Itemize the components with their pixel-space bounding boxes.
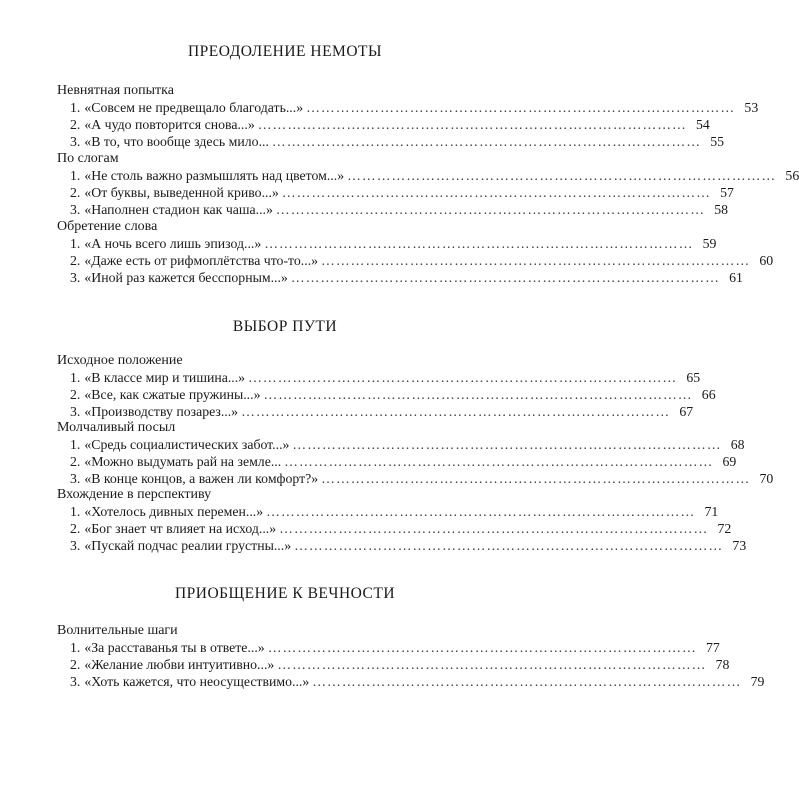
toc-entry <box>57 503 719 520</box>
entry-number: 3. <box>70 404 81 419</box>
entry-title: «В конце концов, а важен ли комфорт?» <box>84 471 319 486</box>
entry-title: «Желание любви интуитивно...» <box>84 657 275 672</box>
dot-leader: …………………………………………………………………………… <box>312 674 742 689</box>
toc-group <box>57 622 765 690</box>
toc-entry <box>57 537 747 554</box>
entry-title: «Производству позарез...» <box>84 404 239 419</box>
entry-page-number: 69 <box>722 454 737 469</box>
group-heading: Волнительные шаги <box>57 623 178 638</box>
entry-title: «В то, что вообще здесь мило... <box>84 134 269 149</box>
entry-page-number: 67 <box>679 404 694 419</box>
entry-number: 2. <box>70 454 81 469</box>
entry-page-number: 70 <box>759 471 774 486</box>
group-heading: Вхождение в перспективу <box>57 487 212 502</box>
entry-title: «Средь социалистических забот...» <box>84 437 290 452</box>
toc-entry <box>57 269 743 286</box>
entry-title: «Пускай подчас реалии грустны...» <box>84 538 292 553</box>
toc-entry <box>57 116 710 133</box>
entry-number: 3. <box>70 134 81 149</box>
entry-title: «Не столь важно размышлять над цветом...» <box>84 168 345 183</box>
group-heading: Обретение слова <box>57 219 158 234</box>
entry-page-number: 77 <box>706 640 720 655</box>
entry-number: 3. <box>70 202 81 217</box>
entry-page-number: 53 <box>744 100 759 115</box>
dot-leader: …………………………………………………………………………… <box>294 538 724 553</box>
entry-number: 1. <box>70 168 81 183</box>
section-title: ПРИОБЩЕНИЕ К ВЕЧНОСТИ <box>174 585 396 602</box>
dot-leader: …………………………………………………………………………… <box>266 504 696 519</box>
entry-title: «От буквы, выведенной криво...» <box>84 185 279 200</box>
toc-entry <box>57 201 729 218</box>
dot-leader: …………………………………………………………………………… <box>264 236 694 251</box>
entry-page-number: 61 <box>729 270 743 285</box>
toc-entry <box>57 453 737 470</box>
entry-page-number: 71 <box>704 504 719 519</box>
dot-leader: …………………………………………………………………………… <box>248 370 678 385</box>
entry-title: «Наполнен стадион как чаша...» <box>84 202 273 217</box>
toc-entry <box>57 99 759 116</box>
toc-entry <box>57 436 745 453</box>
dot-leader: …………………………………………………………………………… <box>267 640 697 655</box>
toc-group <box>57 486 747 554</box>
entry-title: «Бог знает чт влияет на исход...» <box>84 521 277 536</box>
entry-title: «А чудо повторится снова...» <box>84 117 255 132</box>
toc-entry <box>57 133 725 150</box>
entry-title: «За расставанья ты в ответе...» <box>84 640 265 655</box>
dot-leader: …………………………………………………………………………… <box>281 185 711 200</box>
entry-number: 2. <box>70 521 81 536</box>
toc-entry <box>57 520 732 537</box>
entry-title: «Хотелось дивных перемен...» <box>84 504 264 519</box>
dot-leader: …………………………………………………………………………… <box>306 100 736 115</box>
entry-number: 3. <box>70 471 81 486</box>
entry-title: «Все, как сжатые пружины...» <box>84 387 261 402</box>
toc-entry <box>57 167 799 184</box>
entry-number: 1. <box>70 236 81 251</box>
entry-number: 1. <box>70 504 81 519</box>
entry-page-number: 57 <box>720 185 734 200</box>
dot-leader: …………………………………………………………………………… <box>271 134 702 149</box>
entry-number: 2. <box>70 185 81 200</box>
toc-entry <box>57 656 730 673</box>
entry-title: «В классе мир и тишина...» <box>84 370 246 385</box>
toc-entry <box>57 386 716 403</box>
toc-group <box>57 150 799 218</box>
toc-entry <box>57 252 774 269</box>
entry-number: 1. <box>70 370 81 385</box>
dot-leader: …………………………………………………………………………… <box>257 117 687 132</box>
entry-number: 2. <box>70 387 81 402</box>
dot-leader: …………………………………………………………………………… <box>292 437 722 452</box>
entry-title: «Иной раз кажется бесспорным...» <box>84 270 288 285</box>
section-title: ПРЕОДОЛЕНИЕ НЕМОТЫ <box>187 43 383 60</box>
entry-number: 3. <box>70 674 81 689</box>
entry-page-number: 66 <box>701 387 716 402</box>
entry-title: «Хоть кажется, что неосуществимо...» <box>84 674 310 689</box>
toc-entry <box>57 639 720 656</box>
entry-number: 2. <box>70 657 81 672</box>
entry-page-number: 72 <box>717 521 732 536</box>
dot-leader: …………………………………………………………………………… <box>275 202 706 217</box>
dot-leader: …………………………………………………………………………… <box>347 168 777 183</box>
dot-leader: …………………………………………………………………………… <box>290 270 720 285</box>
toc-group <box>57 218 774 286</box>
dot-leader: …………………………………………………………………………… <box>284 454 714 469</box>
entry-number: 1. <box>70 640 81 655</box>
entry-number: 3. <box>70 270 81 285</box>
entry-page-number: 55 <box>710 134 725 149</box>
entry-number: 3. <box>70 538 81 553</box>
toc-entry <box>57 369 701 386</box>
entry-page-number: 58 <box>714 202 729 217</box>
entry-number: 1. <box>70 100 81 115</box>
section-title: ВЫБОР ПУТИ <box>232 318 338 335</box>
dot-leader: …………………………………………………………………………… <box>279 521 709 536</box>
entry-page-number: 56 <box>785 168 799 183</box>
entry-title: «Даже есть от рифмоплётства что-то...» <box>84 253 319 268</box>
dot-leader: …………………………………………………………………………… <box>263 387 693 402</box>
dot-leader: …………………………………………………………………………… <box>241 404 671 419</box>
entry-page-number: 78 <box>715 657 730 672</box>
toc-group <box>57 82 759 150</box>
entry-page-number: 60 <box>759 253 774 268</box>
dot-leader: …………………………………………………………………………… <box>321 471 751 486</box>
toc-entry <box>57 184 734 201</box>
dot-leader: …………………………………………………………………………… <box>277 657 707 672</box>
toc-group <box>57 419 774 487</box>
entry-page-number: 65 <box>686 370 701 385</box>
entry-page-number: 68 <box>730 437 745 452</box>
toc-entry <box>57 673 765 690</box>
entry-title: «Совсем не предвещало благодать...» <box>84 100 304 115</box>
entry-number: 1. <box>70 437 81 452</box>
entry-page-number: 79 <box>750 674 765 689</box>
entry-number: 2. <box>70 117 81 132</box>
group-heading: Невнятная попытка <box>57 83 174 98</box>
entry-page-number: 59 <box>702 236 717 251</box>
entry-title: «Можно выдумать рай на земле... <box>84 454 282 469</box>
toc-entry <box>57 470 774 487</box>
entry-page-number: 73 <box>732 538 747 553</box>
entry-title: «А ночь всего лишь эпизод...» <box>84 236 262 251</box>
toc-entry <box>57 235 717 252</box>
toc-group <box>57 352 716 420</box>
group-heading: По слогам <box>57 151 119 166</box>
entry-number: 2. <box>70 253 81 268</box>
group-heading: Исходное положение <box>57 353 183 368</box>
entry-page-number: 54 <box>696 117 710 132</box>
toc-entry <box>57 403 694 420</box>
dot-leader: …………………………………………………………………………… <box>321 253 751 268</box>
group-heading: Молчаливый посыл <box>57 420 176 435</box>
